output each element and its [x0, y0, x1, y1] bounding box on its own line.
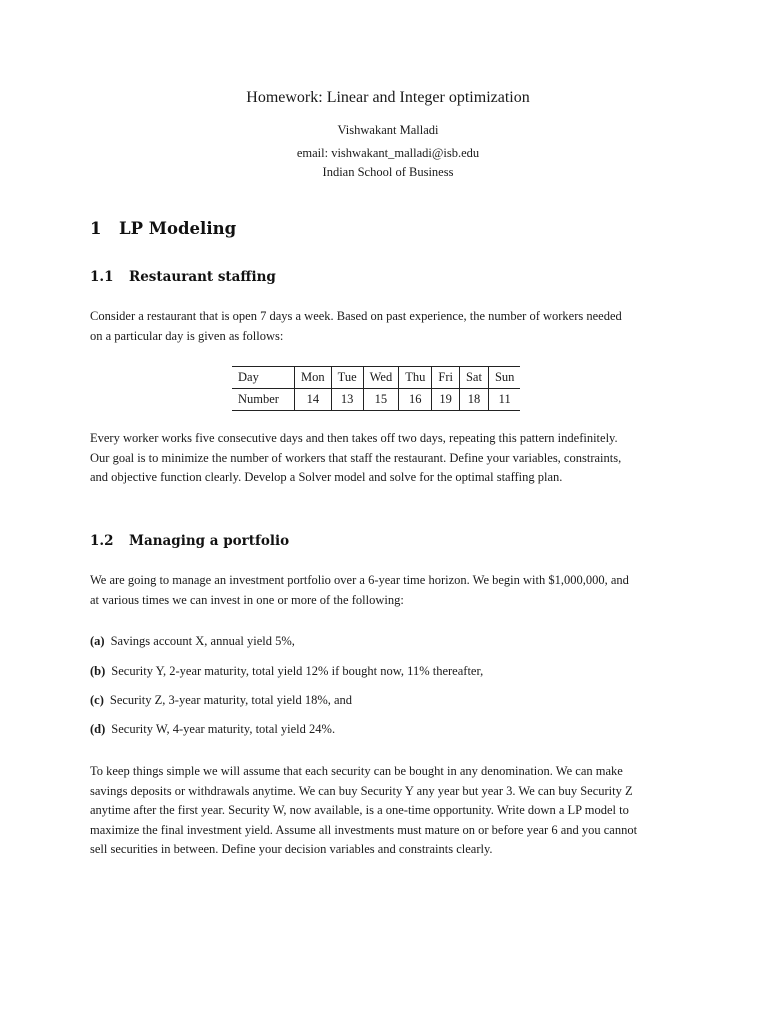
table-row-days — [232, 367, 520, 389]
restaurant-body-paragraph — [90, 429, 690, 488]
table-cell-day: Wed — [363, 367, 399, 389]
table-cell-number: 15 — [363, 389, 399, 411]
paragraph-line: To keep things simple we will assume that each security can be bought in any denomination. We can make — [90, 764, 623, 778]
list-marker: (b) — [90, 664, 106, 678]
table-cell-number: 16 — [399, 389, 432, 411]
paragraph-line: maximize the final investment yield. Assume all investments must mature on or before year 6 and you cannot — [90, 822, 638, 837]
document-title: Homework: Linear and Integer optimization — [246, 89, 530, 106]
table-cell-number: 13 — [331, 389, 363, 411]
table-cell-day: Mon — [295, 367, 332, 389]
paragraph-line: Our goal is to minimize the number of workers that staff the restaurant. Define your variables, constraints, — [90, 450, 622, 465]
table-row-numbers — [232, 389, 520, 411]
table-cell-day: Fri — [432, 367, 460, 389]
list-text: Savings account X, annual yield 5%, — [110, 634, 295, 648]
list-item-c — [90, 691, 690, 710]
subsection-title: Managing a portfolio — [129, 533, 290, 549]
paragraph-line: at various times we can invest in one or more of the following: — [90, 592, 404, 607]
list-text: Security Y, 2-year maturity, total yield 12% if bought now, 11% thereafter, — [111, 664, 484, 678]
table-cell-number: 19 — [432, 389, 460, 411]
table-cell-day: Sat — [459, 367, 488, 389]
table-cell-number: 14 — [295, 389, 332, 411]
section-number: 1 — [90, 219, 102, 238]
subsection-number: 1.2 — [90, 533, 114, 549]
table-row-header: Day — [232, 367, 295, 389]
section-heading-lp-modeling — [90, 219, 236, 238]
section-title: LP Modeling — [119, 219, 237, 238]
portfolio-intro-paragraph — [90, 571, 690, 610]
paragraph-line: Consider a restaurant that is open 7 days a week. Based on past experience, the number of workers needed — [90, 309, 622, 323]
list-marker: (d) — [90, 722, 106, 736]
subsection-title: Restaurant staffing — [129, 269, 276, 285]
table-cell-day: Tue — [331, 367, 363, 389]
table-cell-day: Sun — [488, 367, 520, 389]
subsection-heading-managing-portfolio — [90, 533, 289, 549]
restaurant-intro-paragraph — [90, 307, 690, 346]
paragraph-line: We are going to manage an investment portfolio over a 6-year time horizon. We begin with $1,000,000, and — [90, 573, 629, 587]
paragraph-line: sell securities in between. Define your decision variables and constraints clearly. — [90, 842, 493, 856]
subsection-heading-restaurant-staffing — [90, 269, 276, 285]
table-row-header: Number — [232, 389, 295, 411]
table-cell-number: 18 — [459, 389, 488, 411]
table-cell-day: Thu — [399, 367, 432, 389]
paragraph-line: Every worker works five consecutive days and then takes off two days, repeating this pattern indefinitely. — [90, 431, 618, 445]
author-email: email: vishwakant_malladi@isb.edu — [296, 146, 480, 160]
paragraph-line: anytime after the first year. Security W, now available, is a one-time opportunity. Write down a LP model to — [90, 803, 629, 817]
table-cell-number: 11 — [488, 389, 520, 411]
paragraph-line: on a particular day is given as follows: — [90, 328, 284, 343]
staffing-table — [232, 366, 520, 411]
list-text: Security W, 4-year maturity, total yield 24%. — [111, 722, 336, 736]
list-text: Security Z, 3-year maturity, total yield 18%, and — [109, 693, 353, 707]
author-name: Vishwakant Malladi — [337, 123, 439, 137]
paragraph-line: and objective function clearly. Develop a Solver model and solve for the optimal staffing plan. — [90, 470, 563, 484]
author-affiliation: Indian School of Business — [322, 165, 454, 179]
list-item-d — [90, 720, 690, 739]
paragraph-line: savings deposits or withdrawals anytime. We can buy Security Y any year but year 3. We can buy Security Z — [90, 783, 633, 798]
portfolio-body-paragraph — [90, 762, 690, 860]
list-marker: (c) — [90, 693, 104, 707]
list-item-b — [90, 662, 690, 681]
subsection-number: 1.1 — [90, 269, 114, 285]
list-marker: (a) — [90, 634, 105, 648]
list-item-a — [90, 632, 690, 651]
